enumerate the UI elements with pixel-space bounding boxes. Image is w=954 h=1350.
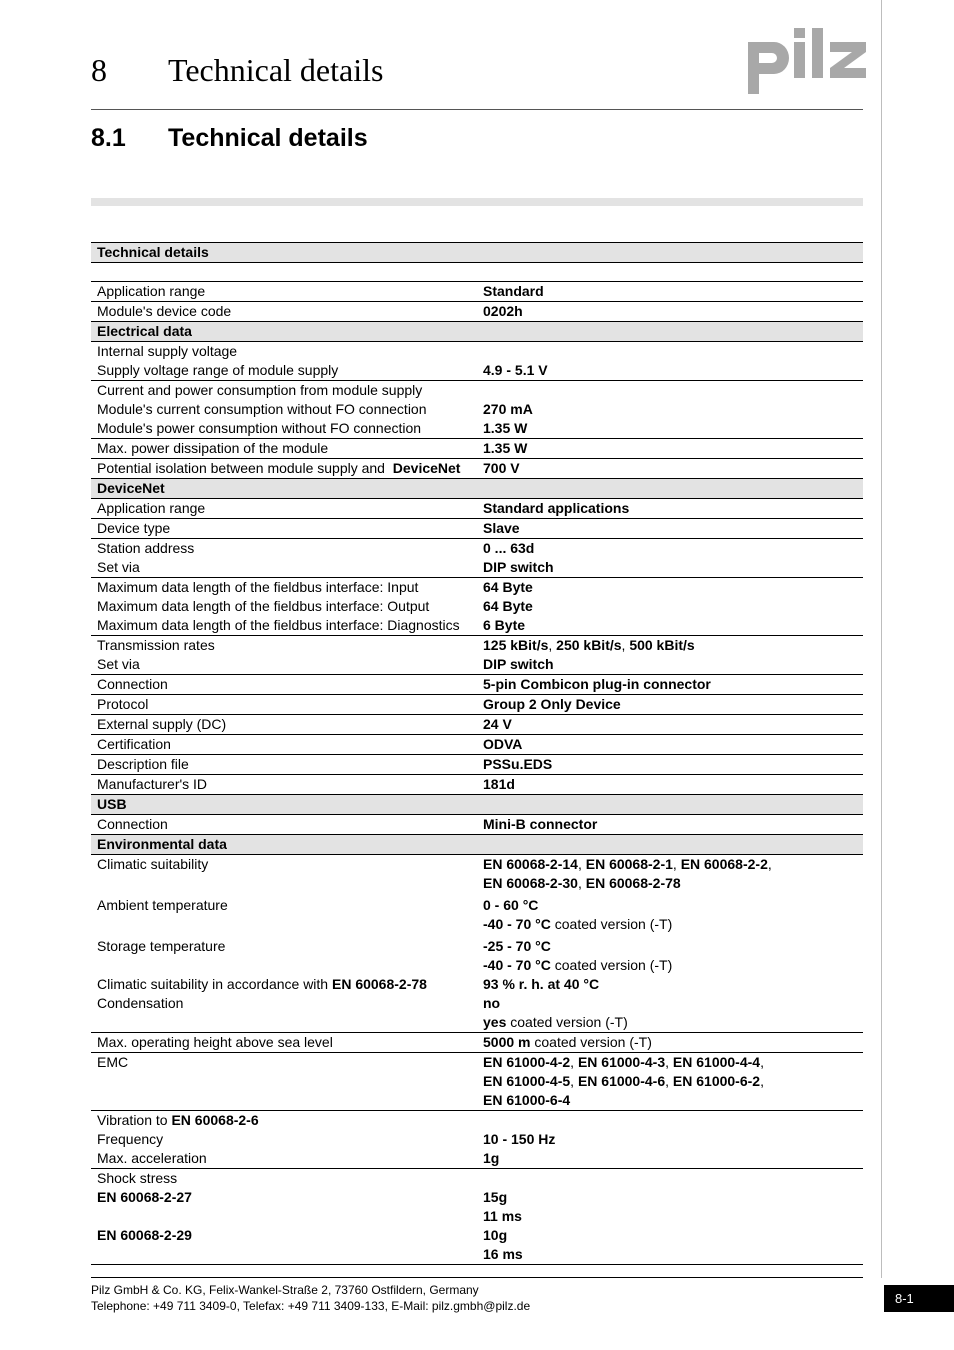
table-row bbox=[91, 361, 863, 381]
rate-500: 500 kBit/s bbox=[629, 637, 695, 653]
table-row bbox=[91, 695, 863, 715]
row-value: EN 61000-4-2, EN 61000-4-3, EN 61000-4-4, EN 61000-4-5, EN 61000-4-6, EN 61000-6-2, EN 61000-6-4 bbox=[477, 1053, 863, 1111]
table-row bbox=[91, 400, 863, 419]
standard-ref: EN 61000-6-2 bbox=[672, 1073, 761, 1089]
table-row bbox=[91, 1111, 863, 1131]
table-row bbox=[91, 755, 863, 775]
row-value bbox=[477, 1226, 863, 1265]
rate-separator: , bbox=[621, 637, 630, 653]
row-label: Maximum data length of the fieldbus interface: Diagnostics bbox=[97, 617, 460, 633]
label-text: Potential isolation between module supply and bbox=[97, 460, 385, 476]
table-caption-row bbox=[91, 243, 863, 263]
row-label: Internal supply voltage bbox=[97, 343, 238, 359]
table-row bbox=[91, 1188, 863, 1226]
standard-ref: EN 60068-2-14 bbox=[483, 856, 578, 872]
standard-ref: EN 61000-4-5 bbox=[483, 1073, 571, 1089]
value-line: 10g bbox=[483, 1227, 508, 1243]
standard-ref: EN 61000-4-3 bbox=[577, 1054, 666, 1070]
table-row bbox=[91, 855, 863, 897]
standard-ref: EN 60068-2-30 bbox=[483, 875, 578, 891]
group-title: DeviceNet bbox=[91, 479, 863, 499]
group-header-electrical bbox=[91, 322, 863, 342]
spacer-row bbox=[91, 263, 863, 282]
row-value bbox=[477, 1188, 863, 1226]
value-note: coated version (-T) bbox=[506, 1014, 628, 1030]
row-value: 270 mA bbox=[483, 401, 533, 417]
row-value: Group 2 Only Device bbox=[477, 695, 863, 715]
table-row bbox=[91, 519, 863, 539]
value-line: -40 - 70 °C bbox=[483, 916, 551, 932]
row-value: 700 V bbox=[477, 459, 863, 479]
row-value: EN 60068-2-14, EN 60068-2-1, EN 60068-2-2, EN 60068-2-30, EN 60068-2-78 bbox=[483, 856, 772, 891]
row-value: 1.35 W bbox=[483, 420, 528, 436]
group-title: Electrical data bbox=[91, 322, 863, 342]
table-row bbox=[91, 578, 863, 598]
table-caption: Technical details bbox=[91, 243, 863, 263]
label-text: Vibration to bbox=[97, 1112, 172, 1128]
row-value bbox=[477, 636, 863, 656]
row-label: Connection bbox=[91, 675, 477, 695]
row-value: 6 Byte bbox=[483, 617, 526, 633]
table-row bbox=[91, 636, 863, 656]
row-label: EMC bbox=[91, 1053, 477, 1111]
group-header-environmental bbox=[91, 835, 863, 855]
table-row bbox=[91, 1226, 863, 1265]
row-value bbox=[477, 937, 863, 975]
row-value: ODVA bbox=[477, 735, 863, 755]
table-row bbox=[91, 896, 863, 937]
table-row bbox=[91, 342, 863, 362]
row-label: Station address bbox=[91, 539, 477, 559]
section-number: 8.1 bbox=[91, 124, 126, 152]
value-note: coated version (-T) bbox=[550, 916, 673, 932]
row-value: 93 % r. h. at 40 °C bbox=[483, 976, 600, 992]
technical-details-table bbox=[91, 242, 863, 1265]
row-label: Maximum data length of the fieldbus interface: Output bbox=[97, 598, 430, 614]
footer-address: Pilz GmbH & Co. KG, Felix-Wankel-Straße 2, 73760 Ostfildern, Germany bbox=[91, 1283, 479, 1297]
row-label: Condensation bbox=[97, 995, 184, 1011]
table-row bbox=[91, 1053, 863, 1111]
row-label: Climatic suitability bbox=[97, 856, 209, 872]
value-line: 0 - 60 °C bbox=[483, 897, 539, 913]
table-row bbox=[91, 499, 863, 519]
row-label: Maximum data length of the fieldbus interface: Input bbox=[91, 578, 477, 598]
group-header-usb bbox=[91, 795, 863, 815]
row-label: EN 60068-2-27 bbox=[97, 1189, 192, 1205]
table-row bbox=[91, 815, 863, 835]
row-label: Max. operating height above sea level bbox=[91, 1033, 477, 1053]
row-value: 5-pin Combicon plug-in connector bbox=[477, 675, 863, 695]
row-value: 0 ... 63d bbox=[477, 539, 863, 559]
label-text: Climatic suitability in accordance with bbox=[97, 976, 332, 992]
row-value bbox=[477, 994, 863, 1033]
standard-ref: EN 60068-2-1 bbox=[585, 856, 673, 872]
row-label: Shock stress bbox=[91, 1169, 477, 1189]
value-line: -25 - 70 °C bbox=[483, 938, 551, 954]
row-label: Ambient temperature bbox=[97, 897, 228, 913]
row-value: 1.35 W bbox=[477, 439, 863, 459]
value-line: no bbox=[483, 995, 501, 1011]
header-rule bbox=[91, 109, 863, 110]
table-row bbox=[91, 597, 863, 616]
right-margin-rule bbox=[881, 0, 882, 1278]
label-standard: EN 60068-2-6 bbox=[171, 1112, 259, 1128]
chapter-title: Technical details bbox=[168, 52, 384, 88]
row-label: Description file bbox=[91, 755, 477, 775]
table-row bbox=[91, 539, 863, 559]
row-label: Set via bbox=[97, 559, 140, 575]
standard-ref: EN 61000-6-4 bbox=[483, 1092, 571, 1108]
standard-ref: EN 60068-2-78 bbox=[585, 875, 681, 891]
table-row bbox=[91, 616, 863, 636]
row-value: DIP switch bbox=[483, 559, 554, 575]
section-divider-bar bbox=[91, 198, 863, 206]
table-row bbox=[91, 381, 863, 401]
row-value bbox=[477, 1033, 863, 1053]
row-value: Standard applications bbox=[483, 500, 630, 516]
rate-separator: , bbox=[548, 637, 557, 653]
standard-ref: EN 60068-2-2 bbox=[680, 856, 768, 872]
row-label: Connection bbox=[97, 816, 168, 832]
section-title: Technical details bbox=[168, 124, 368, 152]
table-row bbox=[91, 937, 863, 975]
row-label: Max. power dissipation of the module bbox=[91, 439, 477, 459]
table-row bbox=[91, 282, 863, 302]
row-label: Current and power consumption from module supply bbox=[91, 381, 477, 401]
page-number: 8-1 bbox=[884, 1285, 954, 1312]
row-label: Frequency bbox=[97, 1131, 164, 1147]
table-row bbox=[91, 558, 863, 578]
table-row bbox=[91, 419, 863, 439]
row-value: 4.9 - 5.1 V bbox=[483, 362, 548, 378]
standard-ref: EN 61000-4-4 bbox=[672, 1054, 761, 1070]
row-label: Module's device code bbox=[91, 302, 477, 322]
value-note: coated version (-T) bbox=[530, 1034, 652, 1050]
value-line: 15g bbox=[483, 1189, 508, 1205]
value-line: -40 - 70 °C bbox=[483, 957, 551, 973]
rate-250: 250 kBit/s bbox=[556, 637, 622, 653]
row-label: Application range bbox=[97, 500, 206, 516]
row-value: 10 - 150 Hz bbox=[483, 1131, 556, 1147]
value-note: coated version (-T) bbox=[550, 957, 673, 973]
table-row bbox=[91, 1149, 863, 1169]
label-standard: EN 60068-2-78 bbox=[331, 976, 427, 992]
row-value: 1g bbox=[483, 1150, 500, 1166]
row-value: 64 Byte bbox=[483, 598, 533, 614]
value-line: 11 ms bbox=[483, 1208, 522, 1224]
row-value: 64 Byte bbox=[477, 578, 863, 598]
standard-ref: EN 61000-4-2 bbox=[483, 1054, 571, 1070]
table-row bbox=[91, 459, 863, 479]
group-title: Environmental data bbox=[91, 835, 863, 855]
row-value: DIP switch bbox=[483, 656, 554, 672]
row-label: Set via bbox=[97, 656, 140, 672]
group-header-devicenet bbox=[91, 479, 863, 499]
pilz-logo bbox=[748, 28, 866, 94]
row-label: Module's power consumption without FO connection bbox=[97, 420, 422, 436]
value-line: yes bbox=[483, 1014, 507, 1030]
row-label: Max. acceleration bbox=[97, 1150, 207, 1166]
value-line: 5000 m bbox=[483, 1034, 531, 1050]
row-value bbox=[477, 896, 863, 937]
row-value: 24 V bbox=[477, 715, 863, 735]
row-label: Supply voltage range of module supply bbox=[97, 362, 339, 378]
row-value: Standard bbox=[477, 282, 863, 302]
table-row bbox=[91, 735, 863, 755]
table-row bbox=[91, 1033, 863, 1053]
row-value: PSSu.EDS bbox=[477, 755, 863, 775]
row-label: Device type bbox=[91, 519, 477, 539]
table-row bbox=[91, 655, 863, 675]
table-row bbox=[91, 439, 863, 459]
value-line: 16 ms bbox=[483, 1246, 523, 1262]
row-value: 181d bbox=[477, 775, 863, 795]
row-value: 0202h bbox=[477, 302, 863, 322]
row-value: Slave bbox=[477, 519, 863, 539]
row-value: Mini-B connector bbox=[483, 816, 598, 832]
row-label: Certification bbox=[91, 735, 477, 755]
row-label bbox=[91, 1111, 477, 1131]
footer-rule bbox=[91, 1277, 863, 1278]
row-label: Manufacturer's ID bbox=[91, 775, 477, 795]
row-label: Application range bbox=[91, 282, 477, 302]
standard-ref: EN 61000-4-6 bbox=[577, 1073, 666, 1089]
row-label: Storage temperature bbox=[97, 938, 226, 954]
table-row bbox=[91, 975, 863, 994]
rate-125: 125 kBit/s bbox=[483, 637, 549, 653]
footer-contact: Telephone: +49 711 3409-0, Telefax: +49 711 3409-133, E-Mail: pilz.gmbh@pilz.de bbox=[91, 1299, 531, 1313]
chapter-number: 8 bbox=[91, 52, 107, 88]
row-label bbox=[91, 459, 477, 479]
row-label: Protocol bbox=[91, 695, 477, 715]
table-row bbox=[91, 675, 863, 695]
group-title: USB bbox=[91, 795, 863, 815]
table-row bbox=[91, 775, 863, 795]
table-row bbox=[91, 1169, 863, 1189]
table-row bbox=[91, 1130, 863, 1149]
table-row bbox=[91, 994, 863, 1033]
table-row bbox=[91, 302, 863, 322]
table-row bbox=[91, 715, 863, 735]
row-label bbox=[91, 975, 477, 994]
row-label: EN 60068-2-29 bbox=[91, 1226, 477, 1265]
row-label: Transmission rates bbox=[91, 636, 477, 656]
row-label: External supply (DC) bbox=[91, 715, 477, 735]
label-standard: DeviceNet bbox=[392, 460, 461, 476]
row-label: Module's current consumption without FO connection bbox=[97, 401, 427, 417]
